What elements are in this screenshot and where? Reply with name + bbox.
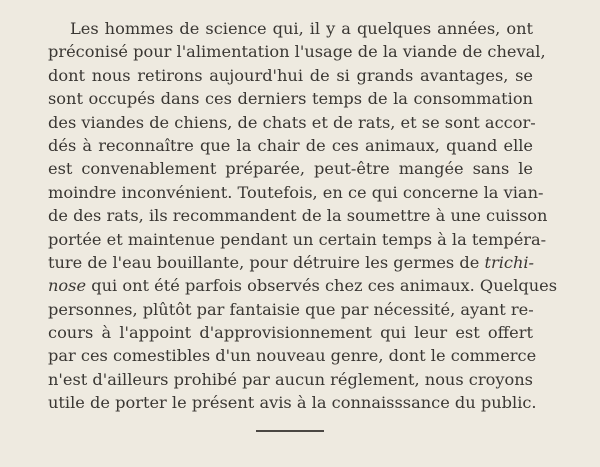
- italic-term: nose: [48, 276, 87, 296]
- text-segment: qui ont été parfois observés chez ces animaux. Quelques: [86, 276, 558, 296]
- text-line: des viandes de chiens, de chats et de rats, et se sont accor-: [48, 112, 536, 132]
- text-line: personnes, plûtôt par fantaisie que par nécessité, ayant re-: [48, 299, 534, 319]
- italic-term: trichi-: [484, 252, 535, 272]
- notice-paragraph: [48, 17, 558, 415]
- text-line: dés à reconnaître que la chair de ces animaux, quand elle: [48, 135, 533, 155]
- text-line: est convenablement préparée, peut-être mangée sans le: [48, 159, 533, 179]
- text-line: portée et maintenue pendant un certain temps à la tempéra-: [48, 229, 547, 249]
- text-line: Les hommes de science qui, il y a quelques années, ont: [70, 19, 533, 38]
- text-line: cours à l'appoint d'approvisionnement qui leur est offert: [48, 323, 533, 343]
- text-segment: ture de l'eau bouillante, pour détruire les germes de: [48, 252, 485, 272]
- text-line: utile de porter le présent avis à la connaisssance du public.: [48, 393, 537, 413]
- text-line: de des rats, ils recommandent de la soumettre à une cuisson: [48, 206, 548, 226]
- section-divider: [256, 430, 324, 432]
- text-line: sont occupés dans ces derniers temps de la consommation: [48, 89, 533, 109]
- text-line: dont nous retirons aujourd'hui de si grands avantages, se: [48, 65, 533, 85]
- text-line: préconisé pour l'alimentation l'usage de la viande de cheval,: [48, 42, 546, 62]
- text-line: par ces comestibles d'un nouveau genre, dont le commerce: [48, 346, 537, 366]
- text-line: n'est d'ailleurs prohibé par aucun réglement, nous croyons: [48, 369, 533, 389]
- text-line: moindre inconvénient. Toutefois, en ce qui concerne la vian-: [48, 182, 544, 202]
- text-line: [48, 251, 533, 274]
- text-line: [48, 274, 558, 297]
